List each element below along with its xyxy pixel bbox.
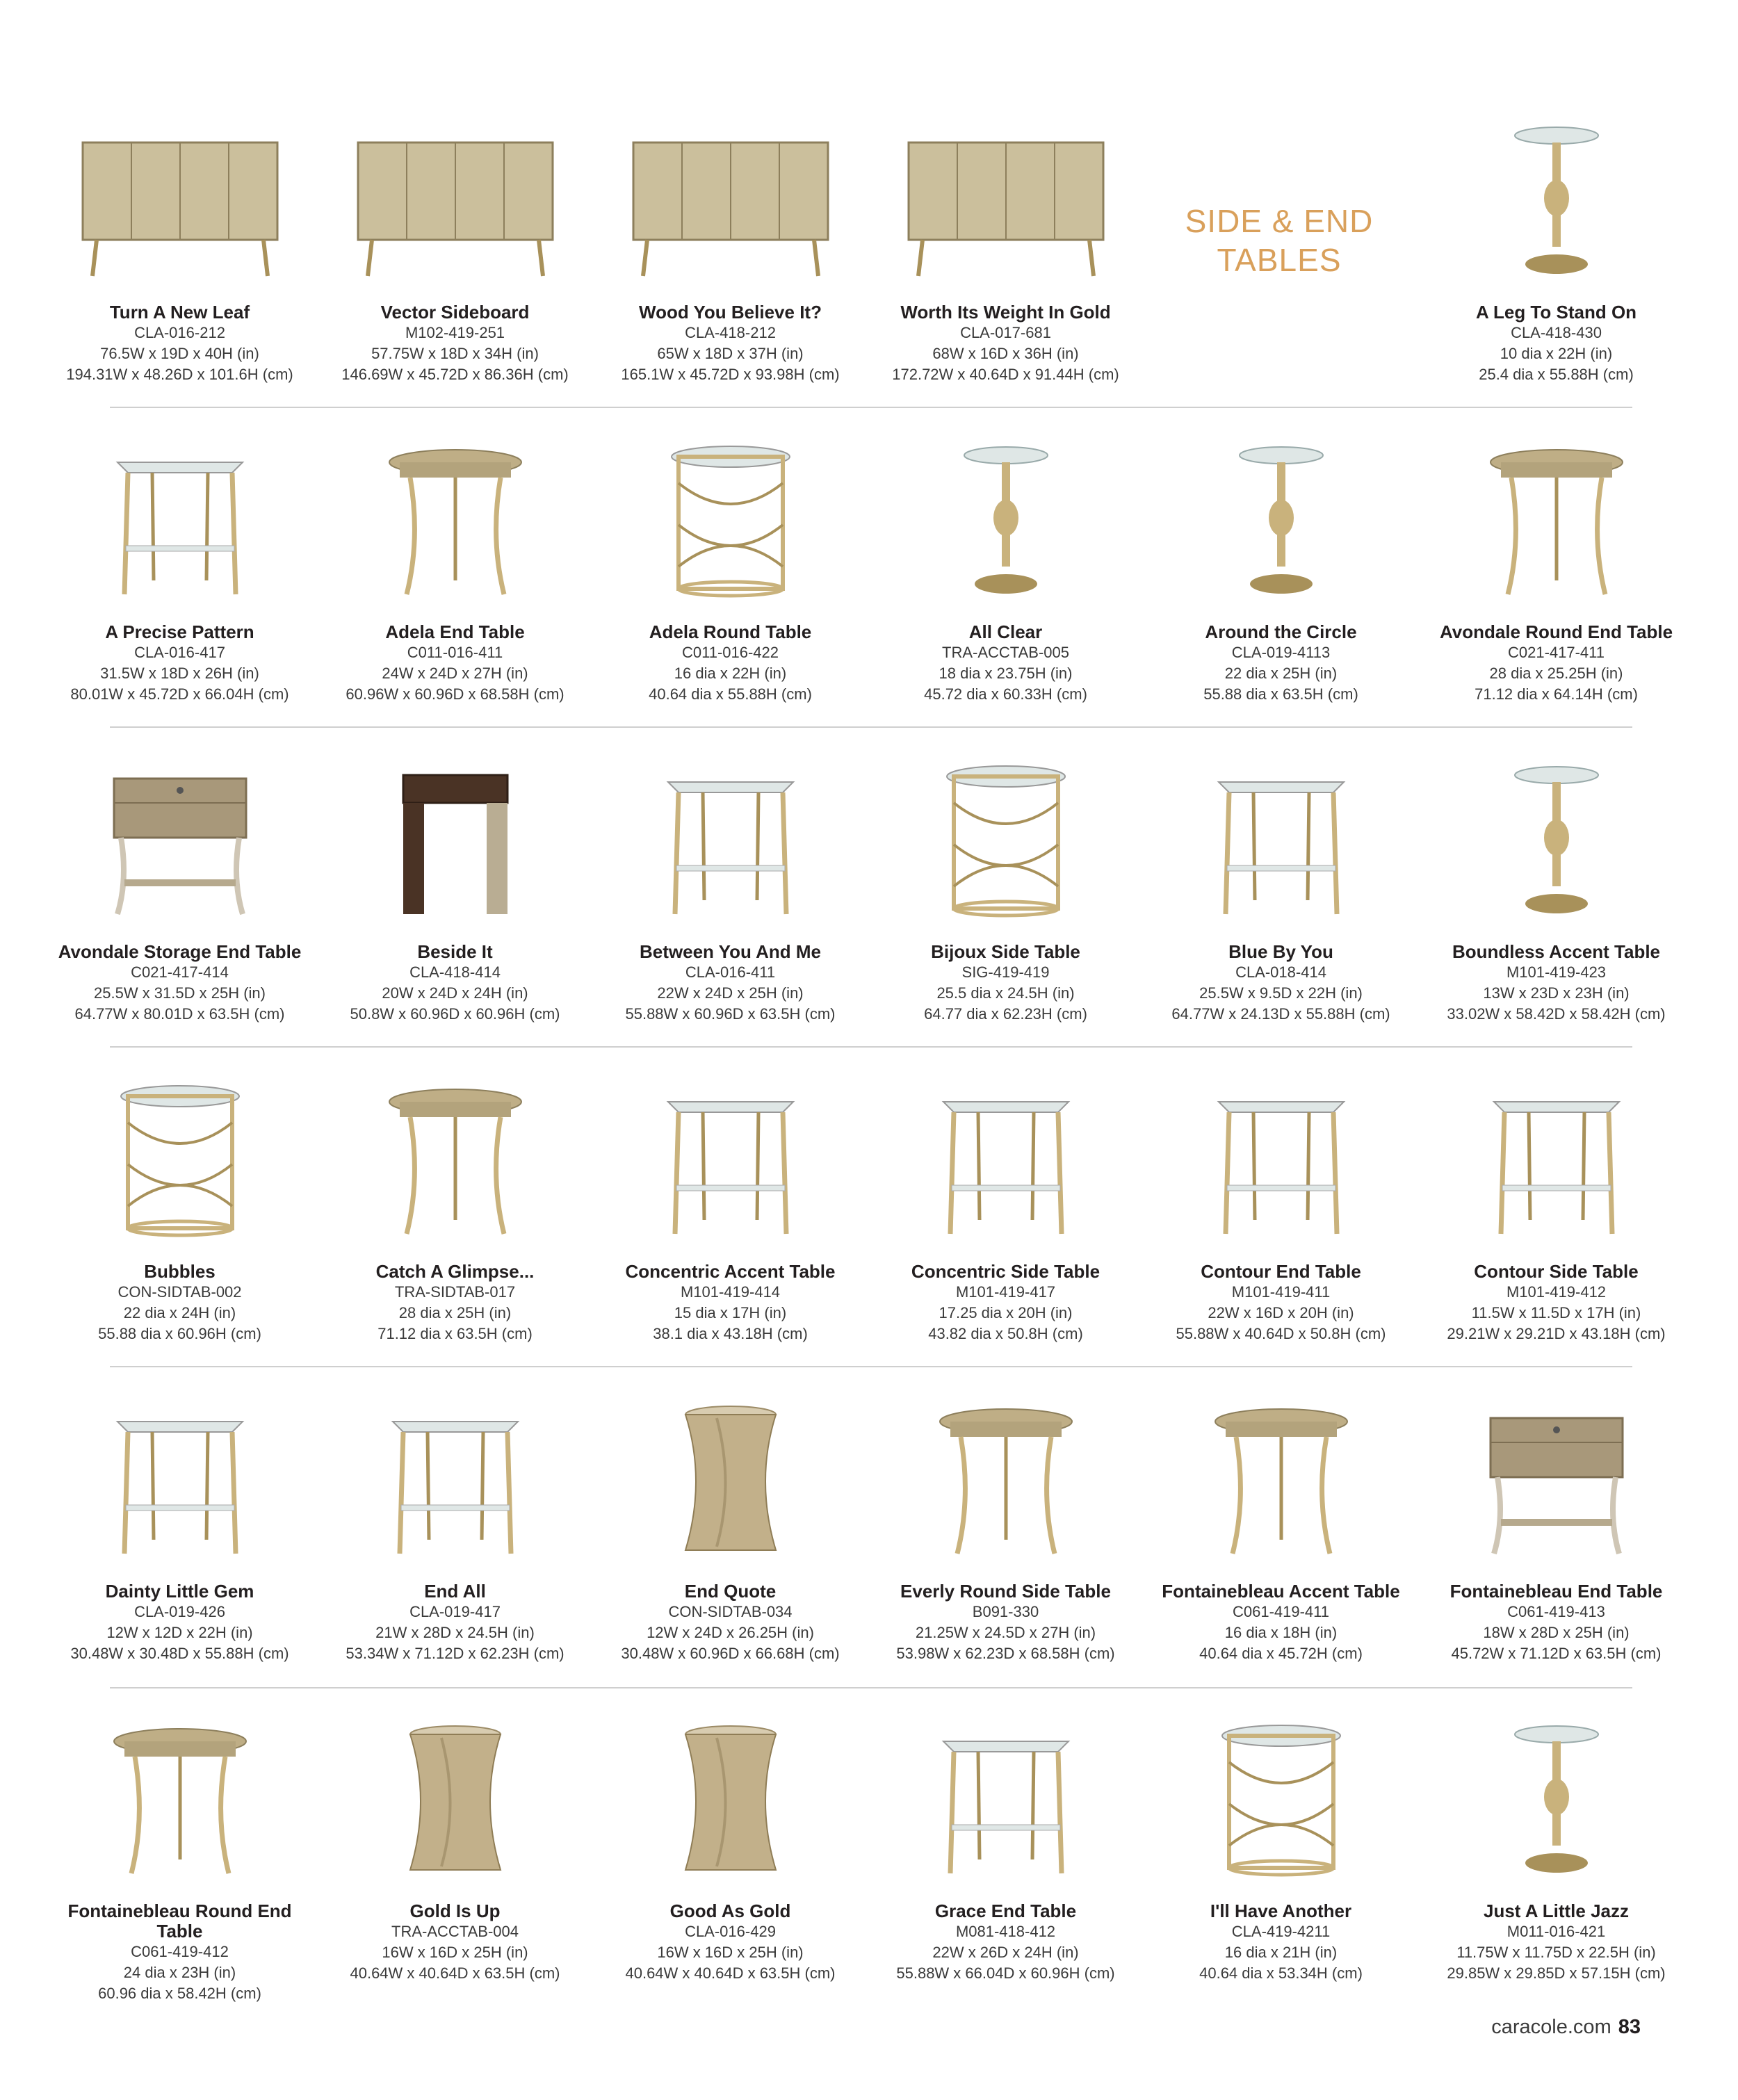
product-item [42,1383,317,1664]
product-dimensions-in: 25.5 dia x 24.5H (in) [936,984,1075,1002]
product-dimensions-in: 11.5W x 11.5D x 17H (in) [1471,1304,1641,1321]
product-sku: CLA-019-417 [409,1603,501,1620]
product-name: Concentric Side Table [911,1261,1101,1282]
product-sku: TRA-SIDTAB-017 [394,1283,516,1301]
product-dimensions-in: 22W x 24D x 25H (in) [657,984,804,1002]
product-item [1419,1383,1694,1664]
product-dimensions-in: 22 dia x 24H (in) [123,1304,236,1321]
drum-table-icon [42,1064,317,1241]
product-item [868,744,1143,1025]
product-dimensions-cm: 50.8W x 60.96D x 60.96H (cm) [350,1005,560,1023]
product-item [1144,1064,1418,1344]
product-item [593,744,868,1025]
product-dimensions-cm: 40.64 dia x 45.72H (cm) [1199,1645,1363,1662]
product-dimensions-cm: 55.88 dia x 63.5H (cm) [1203,685,1358,703]
product-dimensions-cm: 30.48W x 30.48D x 55.88H (cm) [70,1645,289,1662]
product-dimensions-in: 21W x 28D x 24.5H (in) [375,1624,535,1641]
product-name: Bubbles [144,1261,216,1282]
end-table-icon [868,1703,1143,1880]
product-sku: TRA-ACCTAB-005 [942,644,1069,661]
storage-table-icon [42,744,317,921]
sideboard-icon [868,104,1143,282]
product-dimensions-in: 57.75W x 18D x 34H (in) [371,345,539,362]
product-dimensions-cm: 172.72W x 40.64D x 91.44H (cm) [892,366,1119,383]
product-name: Beside It [417,941,493,962]
product-sku: CLA-418-414 [409,963,501,981]
product-dimensions-in: 22W x 16D x 20H (in) [1208,1304,1354,1321]
product-dimensions-in: 25.5W x 31.5D x 25H (in) [94,984,266,1002]
product-sku: C011-016-411 [407,644,503,661]
row-divider [110,726,1632,728]
page-number: 83 [1618,2016,1641,2038]
product-name: Avondale Storage End Table [58,941,302,962]
row-divider [110,1046,1632,1048]
product-item [868,104,1143,385]
product-dimensions-cm: 29.85W x 29.85D x 57.15H (cm) [1447,1964,1666,1982]
product-item [42,1703,317,2004]
product-dimensions-in: 28 dia x 25.25H (in) [1489,665,1623,682]
storage-table-icon [1419,1383,1694,1561]
product-sku: M081-418-412 [955,1923,1056,1940]
product-name: Avondale Round End Table [1439,621,1673,642]
end-table-icon [318,1383,592,1561]
product-sku: C011-016-422 [681,644,779,661]
product-dimensions-cm: 53.34W x 71.12D x 62.23H (cm) [346,1645,565,1662]
product-name: I'll Have Another [1210,1900,1352,1921]
end-table-icon [1144,744,1418,921]
product-name: Concentric Accent Table [625,1261,836,1282]
pedestal-table-icon [1419,1703,1694,1880]
product-dimensions-in: 31.5W x 18D x 26H (in) [100,665,259,682]
product-sku: M101-419-417 [955,1283,1056,1301]
product-name: Dainty Little Gem [105,1581,254,1602]
product-sku: M011-016-421 [1506,1923,1606,1940]
row-divider [110,1366,1632,1367]
product-name: End Quote [684,1581,777,1602]
product-dimensions-in: 11.75W x 11.75D x 22.5H (in) [1456,1944,1656,1961]
product-sku: CON-SIDTAB-002 [117,1283,242,1301]
product-item [593,424,868,705]
product-dimensions-in: 18 dia x 23.75H (in) [939,665,1073,682]
product-dimensions-in: 16W x 16D x 25H (in) [382,1944,528,1961]
product-dimensions-cm: 55.88W x 60.96D x 63.5H (cm) [625,1005,836,1023]
product-dimensions-in: 10 dia x 22H (in) [1500,345,1613,362]
sculptural-table-icon [593,1703,868,1880]
product-dimensions-in: 24 dia x 23H (in) [123,1964,236,1981]
drum-table-icon [868,744,1143,921]
product-dimensions-cm: 71.12 dia x 64.14H (cm) [1475,685,1638,703]
product-sku: CLA-016-212 [134,324,225,341]
product-dimensions-in: 68W x 16D x 36H (in) [932,345,1079,362]
product-dimensions-cm: 53.98W x 62.23D x 68.58H (cm) [896,1645,1115,1662]
product-item [1144,1703,1418,1984]
product-name: All Clear [968,621,1043,642]
product-item [1419,104,1694,385]
product-dimensions-in: 13W x 23D x 23H (in) [1483,984,1630,1002]
sculptural-table-icon [593,1383,868,1561]
product-sku: M101-419-414 [680,1283,781,1301]
product-dimensions-cm: 60.96W x 60.96D x 68.58H (cm) [346,685,565,703]
product-item [42,744,317,1025]
product-name: Contour Side Table [1474,1261,1639,1282]
product-item [1144,744,1418,1025]
product-name: Vector Sideboard [380,302,530,323]
sideboard-icon [42,104,317,282]
product-dimensions-in: 76.5W x 19D x 40H (in) [100,345,259,362]
sculptural-table-icon [318,1703,592,1880]
footer-site: caracole.com [1491,2016,1611,2038]
end-table-icon [593,744,868,921]
product-item [1144,424,1418,705]
product-dimensions-in: 28 dia x 25H (in) [398,1304,512,1321]
product-dimensions-in: 22 dia x 25H (in) [1224,665,1338,682]
product-sku: C061-419-413 [1507,1603,1605,1620]
product-name: Around the Circle [1205,621,1357,642]
product-name: Adela End Table [385,621,525,642]
product-item [42,1064,317,1344]
cube-table-icon [318,744,592,921]
product-dimensions-cm: 25.4 dia x 55.88H (cm) [1479,366,1634,383]
product-dimensions-cm: 55.88W x 66.04D x 60.96H (cm) [896,1964,1115,1982]
round-table-icon [318,424,592,601]
product-dimensions-in: 16 dia x 18H (in) [1224,1624,1338,1641]
product-dimensions-in: 16W x 16D x 25H (in) [657,1944,804,1961]
product-sku: CLA-019-426 [134,1603,225,1620]
product-dimensions-cm: 33.02W x 58.42D x 58.42H (cm) [1447,1005,1666,1023]
product-dimensions-cm: 64.77W x 80.01D x 63.5H (cm) [74,1005,285,1023]
product-name: Everly Round Side Table [900,1581,1111,1602]
pedestal-table-icon [1419,744,1694,921]
end-table-icon [42,424,317,601]
product-name: Turn A New Leaf [109,302,250,323]
product-name: Boundless Accent Table [1452,941,1661,962]
product-item [318,104,592,385]
end-table-icon [593,1064,868,1241]
product-item [1419,744,1694,1025]
drum-table-icon [593,424,868,601]
product-item [593,1064,868,1344]
row-divider [110,1687,1632,1688]
pedestal-table-icon [1144,424,1418,601]
product-item [593,1703,868,1984]
product-item [1419,1064,1694,1344]
row-divider [110,407,1632,408]
product-dimensions-in: 24W x 24D x 27H (in) [382,665,528,682]
product-name: Fontainebleau End Table [1449,1581,1663,1602]
section-title-line-2: TABLES [1217,242,1342,278]
product-dimensions-cm: 55.88 dia x 60.96H (cm) [98,1325,261,1342]
product-item [318,744,592,1025]
product-dimensions-in: 18W x 28D x 25H (in) [1483,1624,1630,1641]
product-dimensions-cm: 45.72W x 71.12D x 63.5H (cm) [1451,1645,1662,1662]
product-sku: M101-419-412 [1506,1283,1607,1301]
product-dimensions-cm: 45.72 dia x 60.33H (cm) [924,685,1087,703]
product-item [1419,424,1694,705]
product-dimensions-in: 25.5W x 9.5D x 22H (in) [1199,984,1363,1002]
product-item [593,1383,868,1664]
product-dimensions-in: 65W x 18D x 37H (in) [657,345,804,362]
product-item [1419,1703,1694,1984]
product-dimensions-cm: 64.77W x 24.13D x 55.88H (cm) [1171,1005,1390,1023]
product-dimensions-cm: 40.64 dia x 55.88H (cm) [649,685,812,703]
product-name: Fontainebleau Round End Table [67,1900,292,1942]
product-dimensions-cm: 40.64 dia x 53.34H (cm) [1199,1964,1363,1982]
product-name: Adela Round Table [649,621,812,642]
product-item [868,424,1143,705]
product-name: A Precise Pattern [105,621,254,642]
product-item [318,1383,592,1664]
product-dimensions-in: 16 dia x 21H (in) [1224,1944,1338,1961]
product-sku: M101-419-411 [1231,1283,1331,1301]
product-item [1144,1383,1418,1664]
end-table-icon [42,1383,317,1561]
product-item [42,424,317,705]
product-sku: CLA-418-212 [685,324,776,341]
product-dimensions-in: 12W x 24D x 26.25H (in) [647,1624,814,1641]
product-name: A Leg To Stand On [1475,302,1637,323]
product-name: Gold Is Up [409,1900,501,1921]
product-dimensions-cm: 38.1 dia x 43.18H (cm) [653,1325,808,1342]
product-dimensions-cm: 71.12 dia x 63.5H (cm) [377,1325,533,1342]
product-sku: C021-417-414 [131,963,229,981]
product-dimensions-cm: 165.1W x 45.72D x 93.98H (cm) [621,366,840,383]
product-item [868,1703,1143,1984]
product-name: Between You And Me [640,941,821,962]
product-sku: CLA-419-4211 [1231,1923,1331,1940]
product-sku: C061-419-411 [1232,1603,1330,1620]
product-name: Bijoux Side Table [931,941,1080,962]
product-name: Grace End Table [934,1900,1077,1921]
product-dimensions-in: 17.25 dia x 20H (in) [939,1304,1073,1321]
product-sku: SIG-419-419 [961,963,1050,981]
product-sku: CLA-016-417 [134,644,225,661]
product-sku: C021-417-411 [1507,644,1605,661]
page-footer [1491,2016,1641,2039]
product-dimensions-cm: 55.88W x 40.64D x 50.8H (cm) [1176,1325,1386,1342]
product-dimensions-in: 22W x 26D x 24H (in) [932,1944,1079,1961]
product-name: Fontainebleau Accent Table [1162,1581,1400,1602]
product-item [593,104,868,385]
product-dimensions-in: 21.25W x 24.5D x 27H (in) [915,1624,1096,1641]
pedestal-table-icon [868,424,1143,601]
product-name: End All [424,1581,486,1602]
end-table-icon [868,1064,1143,1241]
drum-table-icon [1144,1703,1418,1880]
product-dimensions-cm: 80.01W x 45.72D x 66.04H (cm) [70,685,289,703]
product-sku: CLA-017-681 [960,324,1051,341]
product-sku: CLA-418-430 [1511,324,1602,341]
product-dimensions-cm: 29.21W x 29.21D x 43.18H (cm) [1447,1325,1666,1342]
round-table-icon [868,1383,1143,1561]
product-dimensions-in: 15 dia x 17H (in) [674,1304,787,1321]
product-sku: M101-419-423 [1506,963,1607,981]
product-dimensions-cm: 40.64W x 40.64D x 63.5H (cm) [350,1964,560,1982]
product-dimensions-cm: 146.69W x 45.72D x 86.36H (cm) [341,366,569,383]
product-name: Catch A Glimpse... [375,1261,535,1282]
product-sku: C061-419-412 [131,1943,229,1960]
product-dimensions-in: 20W x 24D x 24H (in) [382,984,528,1002]
end-table-icon [1419,1064,1694,1241]
round-table-icon [1144,1383,1418,1561]
product-name: Wood You Believe It? [639,302,822,323]
product-dimensions-in: 12W x 12D x 22H (in) [106,1624,253,1641]
round-table-icon [318,1064,592,1241]
product-item [318,1703,592,1984]
product-dimensions-cm: 60.96 dia x 58.42H (cm) [98,1985,261,2002]
product-name: Contour End Table [1201,1261,1361,1282]
product-dimensions-cm: 194.31W x 48.26D x 101.6H (cm) [66,366,293,383]
product-sku: CLA-018-414 [1235,963,1326,981]
pedestal-table-icon [1419,104,1694,282]
product-sku: TRA-ACCTAB-004 [391,1923,519,1940]
product-dimensions-cm: 30.48W x 60.96D x 66.68H (cm) [621,1645,840,1662]
product-name: Worth Its Weight In Gold [900,302,1111,323]
sideboard-icon [318,104,592,282]
product-sku: CLA-016-411 [685,963,776,981]
product-name: Just A Little Jazz [1483,1900,1629,1921]
product-dimensions-cm: 43.82 dia x 50.8H (cm) [928,1325,1083,1342]
product-item [318,1064,592,1344]
product-sku: B091-330 [972,1603,1039,1620]
round-table-icon [1419,424,1694,601]
section-title-line-1: SIDE & END [1185,203,1374,239]
product-item [868,1383,1143,1664]
round-table-icon [42,1703,317,1880]
end-table-icon [1144,1064,1418,1241]
product-item [868,1064,1143,1344]
product-dimensions-cm: 64.77 dia x 62.23H (cm) [924,1005,1087,1023]
product-sku: M102-419-251 [405,324,505,341]
section-title [1182,202,1376,279]
product-dimensions-cm: 40.64W x 40.64D x 63.5H (cm) [625,1964,836,1982]
product-name: Blue By You [1228,941,1333,962]
product-dimensions-in: 16 dia x 22H (in) [674,665,787,682]
product-name: Good As Gold [669,1900,791,1921]
product-sku: CLA-016-429 [685,1923,776,1940]
product-item [318,424,592,705]
product-sku: CLA-019-4113 [1231,644,1331,661]
product-item [42,104,317,385]
product-sku: CON-SIDTAB-034 [668,1603,793,1620]
sideboard-icon [593,104,868,282]
